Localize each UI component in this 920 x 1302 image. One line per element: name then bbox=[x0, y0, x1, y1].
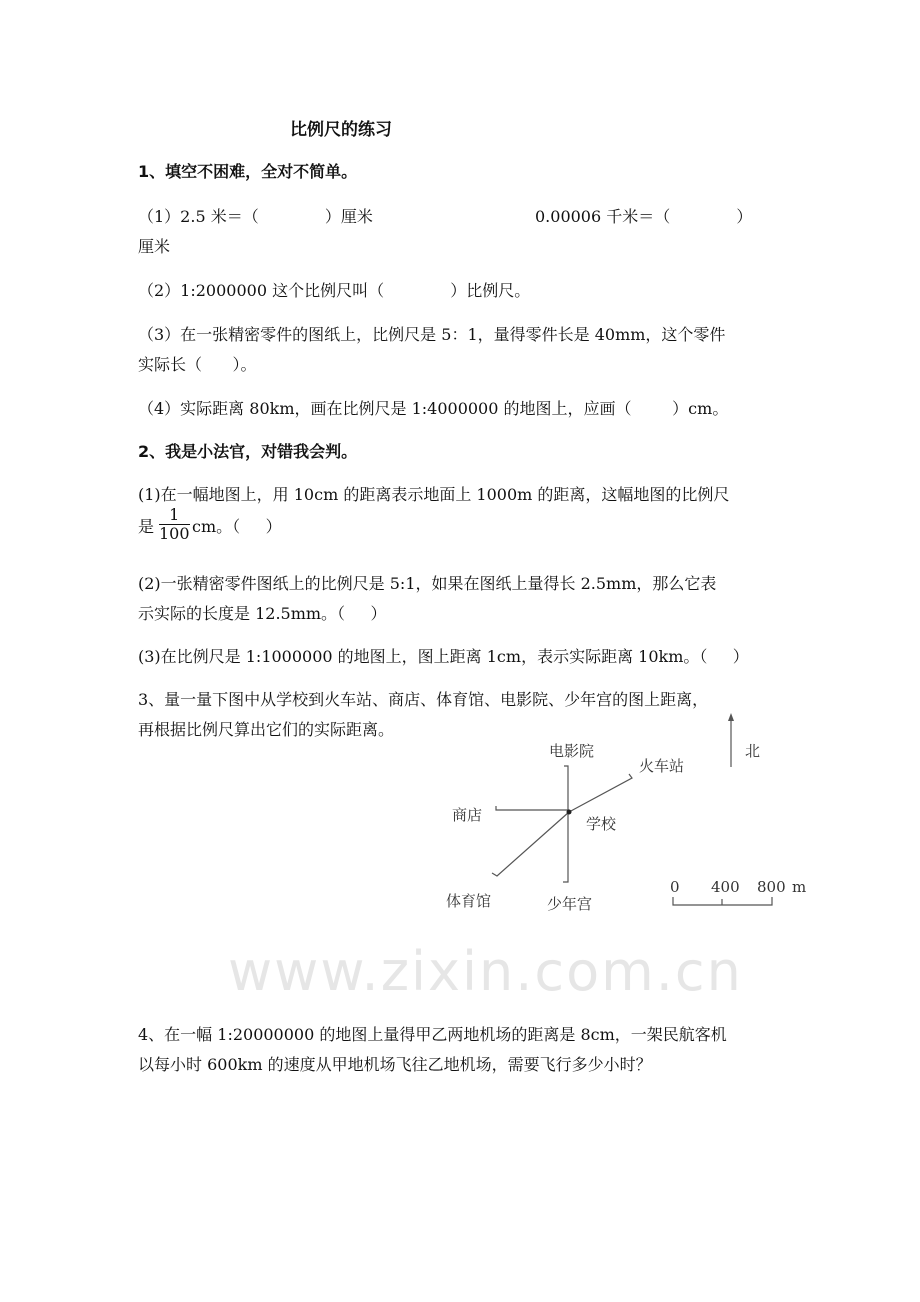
scale-label-800: 800 bbox=[757, 878, 786, 896]
section2-heading: 2、我是小法官，对错我会判。 bbox=[138, 442, 358, 461]
line-gym bbox=[492, 812, 569, 876]
question-1-1c: 厘米 bbox=[138, 237, 171, 256]
section4-line1: 4、在一幅 1:20000000 的地图上量得甲乙两地机场的距离是 8cm，一架民航客机 bbox=[138, 1025, 727, 1044]
question-2-2b: 示实际的长度是 12.5mm。（ ） bbox=[138, 604, 387, 623]
watermark: www.zixin.com.cn bbox=[228, 940, 743, 1003]
scale-label-400: 400 bbox=[711, 878, 740, 896]
question-2-2a: (2)一张精密零件图纸上的比例尺是 5:1，如果在图纸上量得长 2.5mm，那么它表 bbox=[138, 574, 717, 593]
question-2-1a: (1)在一幅地图上，用 10cm 的距离表示地面上 1000m 的距离，这幅地图的比例尺 bbox=[138, 485, 730, 504]
section1-heading: 1、填空不困难，全对不简单。 bbox=[138, 162, 358, 181]
line-shop bbox=[496, 806, 569, 810]
fraction-denominator: 100 bbox=[159, 524, 190, 543]
question-1-1a: （1）2.5 米＝（ ）厘米 bbox=[138, 207, 373, 226]
question-1-3b: 实际长（ ）。 bbox=[138, 355, 257, 374]
north-arrow-icon bbox=[728, 713, 734, 721]
label-school: 学校 bbox=[586, 815, 617, 833]
question-2-1b-prefix: 是 bbox=[138, 517, 155, 536]
section4-line2: 以每小时 600km 的速度从甲地机场飞往乙地机场，需要飞行多少小时？ bbox=[138, 1055, 652, 1074]
question-1-2: （2）1:2000000 这个比例尺叫（ ）比例尺。 bbox=[138, 281, 531, 300]
question-1-3a: （3）在一张精密零件的图纸上，比例尺是 5：1，量得零件长是 40mm，这个零件 bbox=[138, 325, 726, 344]
scale-bar bbox=[673, 897, 772, 905]
label-gym: 体育馆 bbox=[446, 892, 492, 910]
line-station bbox=[569, 774, 632, 812]
school-dot bbox=[567, 810, 572, 815]
label-station: 火车站 bbox=[639, 757, 685, 775]
scale-label-0: 0 bbox=[670, 878, 680, 896]
question-1-4: （4）实际距离 80km，画在比例尺是 1:4000000 的地图上，应画（ ）cm。 bbox=[138, 399, 729, 418]
scale-unit: m bbox=[792, 878, 807, 896]
section3-line2: 再根据比例尺算出它们的实际距离。 bbox=[138, 720, 395, 739]
label-north: 北 bbox=[745, 742, 761, 760]
question-1-1b: 0.00006 千米＝（ ） bbox=[535, 207, 753, 226]
fraction-numerator: 1 bbox=[159, 506, 190, 525]
question-2-3: (3)在比例尺是 1:1000000 的地图上，图上距离 1cm，表示实际距离 10km。（ ） bbox=[138, 647, 749, 666]
section3-line1: 3、量一量下图中从学校到火车站、商店、体育馆、电影院、少年宫的图上距离， bbox=[138, 690, 709, 709]
label-cinema: 电影院 bbox=[549, 742, 595, 760]
label-youth-palace: 少年宫 bbox=[547, 895, 593, 913]
line-cinema-youth-palace bbox=[563, 766, 568, 882]
label-shop: 商店 bbox=[452, 806, 483, 824]
question-2-1b-suffix: cm。（ ） bbox=[192, 517, 282, 536]
page-title: 比例尺的练习 bbox=[290, 120, 392, 140]
